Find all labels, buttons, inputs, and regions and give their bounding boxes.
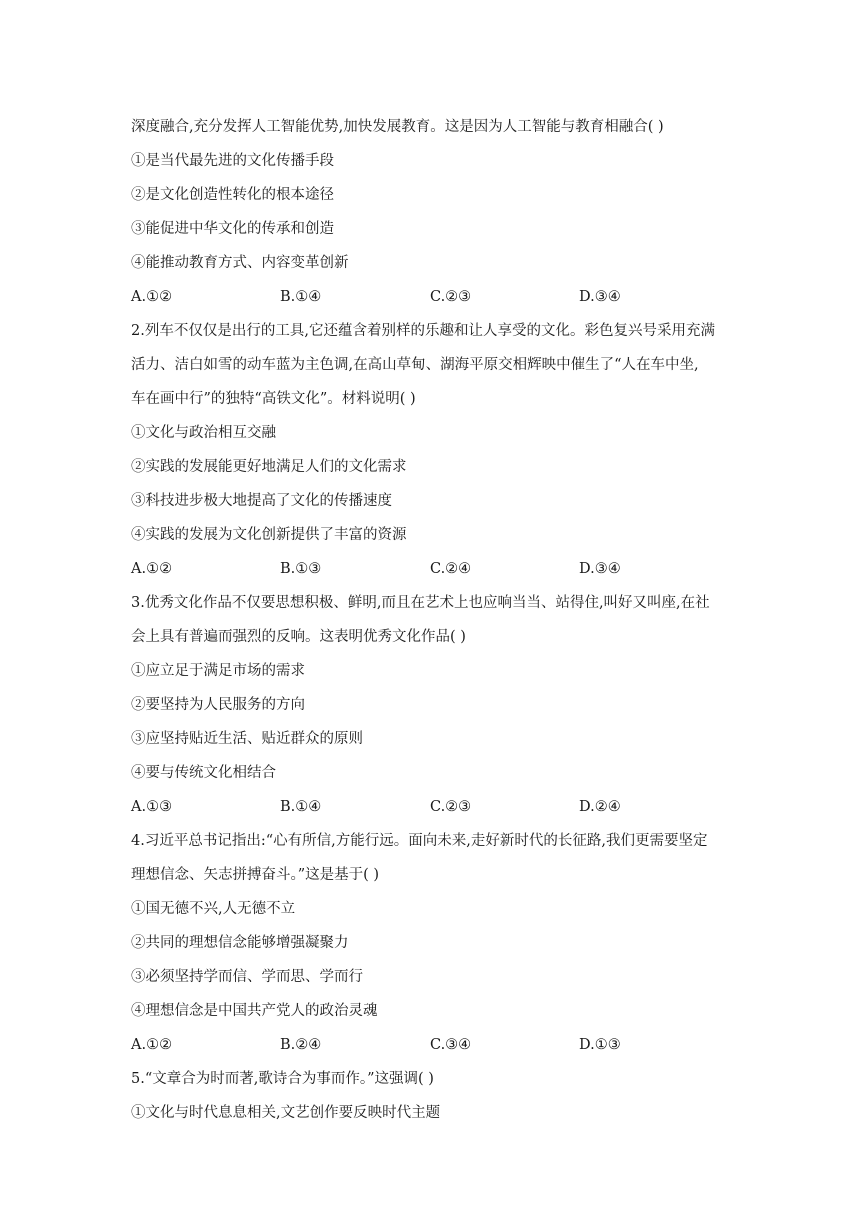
q3-option-2: ②要坚持为人民服务的方向 <box>131 697 305 713</box>
q3-choices <box>131 790 741 824</box>
q1-choices <box>131 280 741 314</box>
q1-stem-line: 深度融合,充分发挥人工智能优势,加快发展教育。这是因为人工智能与教育相融合( ) <box>131 119 664 135</box>
q1-choice-d: D.③④ <box>579 289 621 305</box>
q2-stem-line-2: 活力、洁白如雪的动车蓝为主色调,在高山草甸、湖海平原交相辉映中催生了“人在车中坐, <box>131 357 699 373</box>
q3-stem-line-1: 3.优秀文化作品不仅要思想积极、鲜明,而且在艺术上也应响当当、站得住,叫好又叫座,在社 <box>131 595 710 611</box>
q1-choice-c: C.②③ <box>430 289 472 305</box>
q5-stem-line-1: 5.“文章合为时而著,歌诗合为事而作。”这强调( ) <box>131 1071 434 1087</box>
q2-option-1: ①文化与政治相互交融 <box>131 425 276 441</box>
q2-choice-b: B.①③ <box>280 561 322 577</box>
q3-choice-d: D.②④ <box>579 799 621 815</box>
q1-option-1: ①是当代最先进的文化传播手段 <box>131 153 334 169</box>
q3-choice-c: C.②③ <box>430 799 472 815</box>
q2-option-2: ②实践的发展能更好地满足人们的文化需求 <box>131 459 407 475</box>
q4-option-4: ④理想信念是中国共产党人的政治灵魂 <box>131 1003 378 1019</box>
q4-option-3: ③必须坚持学而信、学而思、学而行 <box>131 969 363 985</box>
q3-choice-a: A.①③ <box>131 799 173 815</box>
q1-choice-b: B.①④ <box>280 289 322 305</box>
q1-choice-a: A.①② <box>131 289 173 305</box>
q2-choice-d: D.③④ <box>579 561 621 577</box>
q4-choices <box>131 1028 741 1062</box>
q3-choice-b: B.①④ <box>280 799 322 815</box>
q2-option-3: ③科技进步极大地提高了文化的传播速度 <box>131 493 392 509</box>
q2-stem-line-3: 车在画中行”的独特“高铁文化”。材料说明( ) <box>131 391 416 407</box>
q4-choice-a: A.①② <box>131 1037 173 1053</box>
q3-option-3: ③应坚持贴近生活、贴近群众的原则 <box>131 731 363 747</box>
q3-option-1: ①应立足于满足市场的需求 <box>131 663 305 679</box>
q4-choice-c: C.③④ <box>430 1037 472 1053</box>
q4-stem-line-2: 理想信念、矢志拼搏奋斗。”这是基于( ) <box>131 867 380 883</box>
q4-choice-d: D.①③ <box>579 1037 621 1053</box>
q4-option-1: ①国无德不兴,人无德不立 <box>131 901 296 917</box>
q2-stem-line-1: 2.列车不仅仅是出行的工具,它还蕴含着别样的乐趣和让人享受的文化。彩色复兴号采用充满 <box>131 323 715 339</box>
q1-option-4: ④能推动教育方式、内容变革创新 <box>131 255 349 271</box>
q2-choice-a: A.①② <box>131 561 173 577</box>
question-content <box>131 110 741 1130</box>
q4-option-2: ②共同的理想信念能够增强凝聚力 <box>131 935 349 951</box>
q5-option-1: ①文化与时代息息相关,文艺创作要反映时代主题 <box>131 1105 441 1121</box>
q1-option-2: ②是文化创造性转化的根本途径 <box>131 187 334 203</box>
q3-option-4: ④要与传统文化相结合 <box>131 765 276 781</box>
q2-option-4: ④实践的发展为文化创新提供了丰富的资源 <box>131 527 407 543</box>
q2-choice-c: C.②④ <box>430 561 472 577</box>
q1-option-3: ③能促进中华文化的传承和创造 <box>131 221 334 237</box>
q4-choice-b: B.②④ <box>280 1037 322 1053</box>
q4-stem-line-1: 4.习近平总书记指出:“心有所信,方能行远。面向未来,走好新时代的长征路,我们更需要坚定 <box>131 833 708 849</box>
q2-choices <box>131 552 741 586</box>
q3-stem-line-2: 会上具有普遍而强烈的反响。这表明优秀文化作品( ) <box>131 629 466 645</box>
